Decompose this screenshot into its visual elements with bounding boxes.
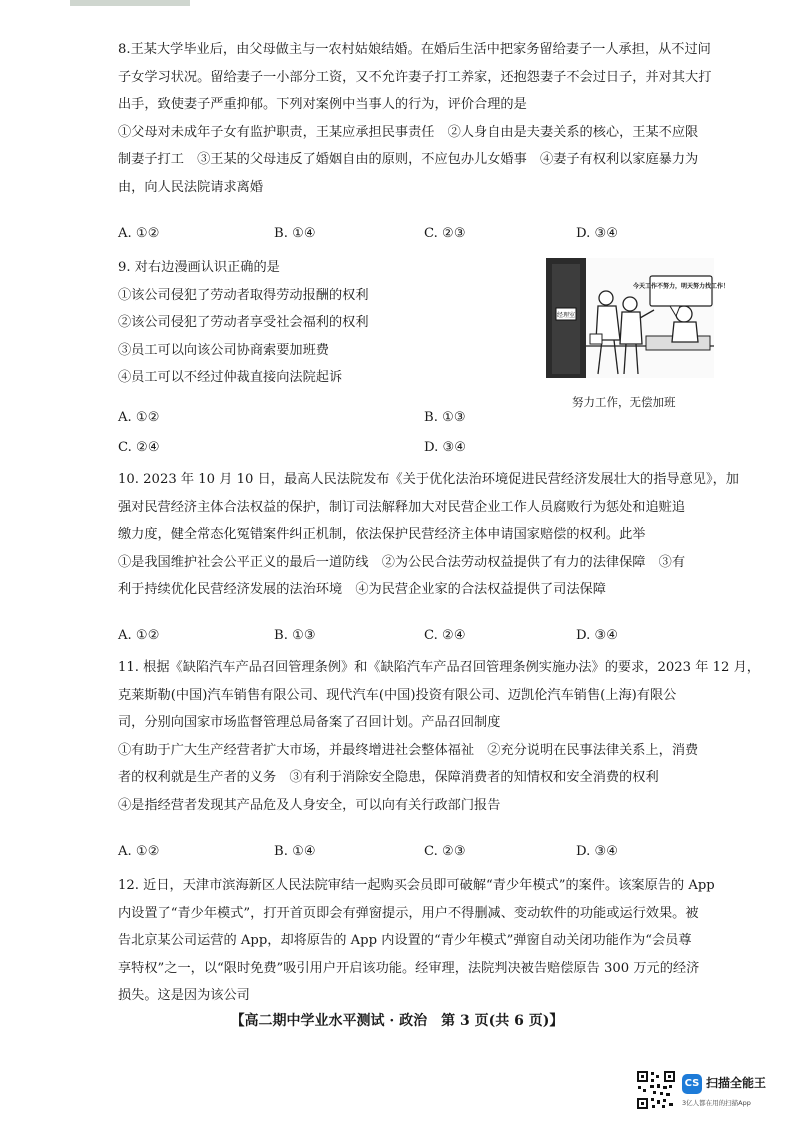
scanner-app-name: 扫描全能王 <box>706 1076 767 1090</box>
cartoon-caption: 努力工作，无偿加班 <box>572 395 676 409</box>
option-d: D. ③④ <box>576 844 619 859</box>
question-8-stem-line: 子女学习状况。留给妻子一小部分工资，又不允许妻子打工养家，还抱怨妻子不会过日子，并对其大打 <box>118 69 712 85</box>
question-8-statement-line: 制妻子打工 ③王某的父母违反了婚姻自由的原则，不应包办儿女婚事 ④妻子有权利以家庭暴力为 <box>118 152 699 168</box>
question-9 <box>118 254 538 392</box>
cartoon-illustration <box>546 258 730 378</box>
option-a: A. ①② <box>118 226 160 241</box>
option-c: C. ②④ <box>424 628 466 643</box>
question-11-statement-line: 者的权利就是生产者的义务 ③有利于消除安全隐患，保障消费者的知情权和安全消费的权利 <box>118 770 659 786</box>
page-footer: 【高二期中学业水平测试 · 政治 第 3 页(共 6 页)】 <box>230 1013 564 1029</box>
question-8 <box>118 36 718 202</box>
option-b: B. ①③ <box>424 410 466 425</box>
question-12 <box>118 872 718 1010</box>
option-d: D. ③④ <box>424 440 467 455</box>
option-c: C. ②④ <box>118 440 160 455</box>
question-11 <box>118 654 760 820</box>
question-11-statement-line: ④是指经营者发现其产品危及人身安全，可以向有关行政部门报告 <box>118 797 501 813</box>
question-9-options-row-2 <box>118 440 718 464</box>
option-c: C. ②③ <box>424 226 466 241</box>
question-11-stem-line: 司，分别向国家市场监督管理总局备案了召回计划。产品召回制度 <box>118 715 501 731</box>
question-10-statement-line: ①是我国维护社会公平正义的最后一道防线 ②为公民合法劳动权益提供了有力的法律保障 ③有 <box>118 554 686 570</box>
question-10-options <box>118 628 718 652</box>
question-11-stem-line: 11. 根据《缺陷汽车产品召回管理条例》和《缺陷汽车产品召回管理条例实施办法》的要求，2023 年 12 月， <box>118 660 760 675</box>
speech-bubble-text: 今天工作不努力，明天努力找工作！ <box>632 283 730 290</box>
question-8-stem-line: 出手，致使妻子严重抑郁。下列对案例中当事人的行为，评价合理的是 <box>118 97 527 113</box>
question-10 <box>118 466 739 604</box>
question-10-stem-line: 10. 2023 年 10 月 10 日，最高人民法院发布《关于优化法治环境促进民营经济发展壮大的指导意见》，加 <box>118 472 739 487</box>
top-scan-edge <box>70 0 190 6</box>
question-10-statement-line: 利于持续优化民营经济发展的法治环境 ④为民营企业家的合法权益提供了司法保障 <box>118 582 606 598</box>
option-d: D. ③④ <box>576 628 619 643</box>
question-9-statement: ④员工可以不经过仲裁直接向法院起诉 <box>118 370 343 386</box>
option-b: B. ①④ <box>274 844 316 859</box>
question-10-stem-line: 强对民营经济主体合法权益的保护，制订司法解释加大对民营企业工作人员腐败行为惩处和追赃追 <box>118 499 686 515</box>
question-9-options-row-1 <box>118 410 718 434</box>
question-8-statement-line: 由，向人民法院请求离婚 <box>118 179 264 195</box>
option-c: C. ②③ <box>424 844 466 859</box>
question-12-stem-line: 告北京某公司运营的 App，却将原告的 App 内设置的“青少年模式”弹窗自动关闭功能作为“会员尊 <box>118 933 692 949</box>
question-11-options <box>118 844 718 868</box>
question-11-statement-line: ①有助于广大生产经营者扩大市场，并最终增进社会整体福祉 ②充分说明在民事法律关系上，消费 <box>118 742 699 758</box>
question-9-statement: ③员工可以向该公司协商索要加班费 <box>118 342 329 358</box>
question-11-stem-line: 克莱斯勒(中国)汽车销售有限公司、现代汽车(中国)投资有限公司、迈凯伦汽车销售(上海)有限公 <box>118 687 677 703</box>
option-b: B. ①④ <box>274 226 316 241</box>
question-12-stem-line: 享特权”之一，以“限时免费”吸引用户开启该功能。经审理，法院判决被告赔偿原告 300 万元的经济 <box>118 960 700 976</box>
question-8-options <box>118 226 718 250</box>
scanner-logo-icon: CS <box>682 1074 702 1094</box>
scanner-tagline: 3亿人都在用的扫描App <box>682 1099 751 1107</box>
option-a: A. ①② <box>118 410 160 425</box>
question-8-statement-line: ①父母对未成年子女有监护职责，王某应承担民事责任 ②人身自由是夫妻关系的核心，王某不应限 <box>118 124 699 140</box>
option-a: A. ①② <box>118 628 160 643</box>
question-10-stem-line: 缴力度，健全常态化冤错案件纠正机制，依法保护民营经济主体申请国家赔偿的权利。此举 <box>118 527 646 543</box>
question-9-statement: ②该公司侵犯了劳动者享受社会福利的权利 <box>118 315 369 331</box>
qr-code <box>636 1070 676 1110</box>
question-12-stem-line: 12. 近日，天津市滨海新区人民法院审结一起购买会员即可破解“青少年模式”的案件。该案原告的 App <box>118 878 715 893</box>
question-8-stem-line: 8.王某大学毕业后，由父母做主与一农村姑娘结婚。在婚后生活中把家务留给妻子一人承担，从不过问 <box>118 42 711 57</box>
question-9-statement: ①该公司侵犯了劳动者取得劳动报酬的权利 <box>118 287 369 303</box>
door-sign-text: 经理室 <box>556 312 576 319</box>
question-12-stem-line: 损失。这是因为该公司 <box>118 988 250 1004</box>
question-12-stem-line: 内设置了“青少年模式”，打开首页即会有弹窗提示，用户不得删减、变动软件的功能或运行效果。被 <box>118 905 699 921</box>
question-9-stem: 9. 对右边漫画认识正确的是 <box>118 260 280 275</box>
option-a: A. ①② <box>118 844 160 859</box>
option-d: D. ③④ <box>576 226 619 241</box>
option-b: B. ①③ <box>274 628 316 643</box>
